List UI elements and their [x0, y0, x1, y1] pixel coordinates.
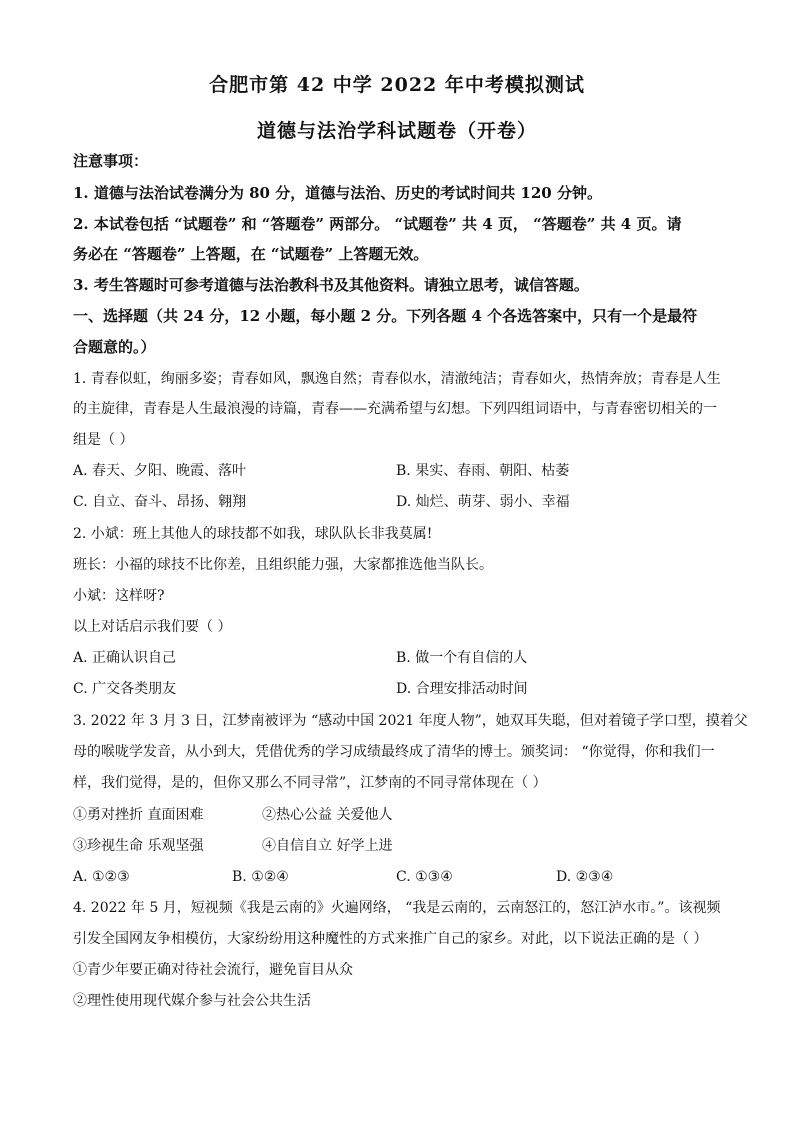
section-heading-line-1: 一、选择题（共 24 分，12 小题，每小题 2 分。下列各题 4 个各选答案中，只有一个是最符	[73, 307, 698, 325]
q1-option-a: A. 春天、夕阳、晚霞、落叶	[73, 463, 247, 479]
q3-statement-4: ④自信自立 好学上进	[262, 838, 393, 854]
q1-option-c: C. 自立、奋斗、昂扬、翱翔	[73, 494, 247, 510]
notes-item-3: 3. 考生答题时可参考道德与法治教科书及其他资料。请独立思考，诚信答题。	[73, 276, 589, 294]
q3-stem-line-3: 样，我们觉得，是的，但你又那么不同寻常”，江梦南的不同寻常体现在（ ）	[73, 775, 547, 791]
q2-option-d: D. 合理安排活动时间	[396, 681, 528, 697]
q1-option-b: B. 果实、春雨、朝阳、枯萎	[396, 463, 570, 479]
q3-option-d: D. ②③④	[556, 869, 614, 885]
exam-subtitle: 道德与法治学科试题卷（开卷）	[256, 120, 537, 142]
q3-statement-3: ③珍视生命 乐观坚强	[73, 838, 204, 854]
q2-option-b: B. 做一个有自信的人	[396, 650, 528, 666]
q3-option-b: B. ①②④	[232, 869, 289, 885]
exam-title: 合肥市第 42 中学 2022 年中考模拟测试	[209, 74, 585, 96]
notes-heading: 注意事项：	[73, 152, 149, 170]
q1-option-d: D. 灿烂、萌芽、弱小、幸福	[396, 494, 570, 510]
q4-statement-1: ①青少年要正确对待社会流行，避免盲目从众	[73, 962, 353, 978]
notes-item-2-line-1: 2. 本试卷包括 “试题卷” 和 “答题卷” 两部分。 “试题卷” 共 4 页， “答题卷” 共 4 页。请	[73, 215, 682, 233]
q1-stem-line-2: 的主旋律，青春是人生最浪漫的诗篇，青春——充满希望与幻想。下列四组词语中，与青春密切相关的一	[73, 401, 717, 417]
q3-option-a: A. ①②③	[73, 869, 130, 885]
q2-stem-line-3: 小斌：这样呀?	[73, 588, 165, 604]
q3-option-c: C. ①③④	[396, 869, 453, 885]
q4-stem-line-1: 4. 2022 年 5 月，短视频《我是云南的》火遍网络， “我是云南的，云南怒江的，怒江泸水市。”。该视频	[73, 900, 721, 916]
section-heading-line-2: 合题意的。）	[73, 338, 156, 356]
q3-stem-line-1: 3. 2022 年 3 月 3 日，江梦南被评为 “感动中国 2021 年度人物”，她双耳失聪，但对着镜子学口型，摸着父	[73, 713, 748, 729]
q3-statement-1: ①勇对挫折 直面困难	[73, 807, 204, 823]
q2-stem-line-1: 2. 小斌：班上其他人的球技都不如我，球队队长非我莫属!	[73, 526, 433, 542]
q3-statement-2: ②热心公益 关爱他人	[262, 807, 393, 823]
q2-option-a: A. 正确认识自己	[73, 650, 177, 666]
q4-stem-line-2: 引发全国网友争相模仿，大家纷纷用这种魔性的方式来推广自己的家乡。对此，以下说法正确的是（ ）	[73, 931, 708, 947]
q1-stem-line-3: 组是（ ）	[73, 432, 134, 448]
q2-option-c: C. 广交各类朋友	[73, 681, 177, 697]
q2-stem-line-2: 班长：小福的球技不比你差，且组织能力强，大家都推选他当队长。	[73, 557, 493, 573]
q1-stem-line-1: 1. 青春似虹，绚丽多姿；青春如风，飘逸自然；青春似水，清澈纯洁；青春如火，热情奔放；青春是人生	[73, 371, 721, 387]
q2-stem-line-4: 以上对话启示我们要（ ）	[73, 619, 232, 635]
q4-statement-2: ②理性使用现代媒介参与社会公共生活	[73, 993, 311, 1009]
notes-item-1: 1. 道德与法治试卷满分为 80 分，道德与法治、历史的考试时间共 120 分钟。	[73, 184, 602, 202]
q3-stem-line-2: 母的喉咙学发音，从小到大，凭借优秀的学习成绩最终成了清华的博士。颁奖词： “你觉得，你和我们一	[73, 744, 715, 760]
notes-item-2-line-2: 务必在 “答题卷” 上答题，在 “试题卷” 上答题无效。	[73, 245, 429, 263]
